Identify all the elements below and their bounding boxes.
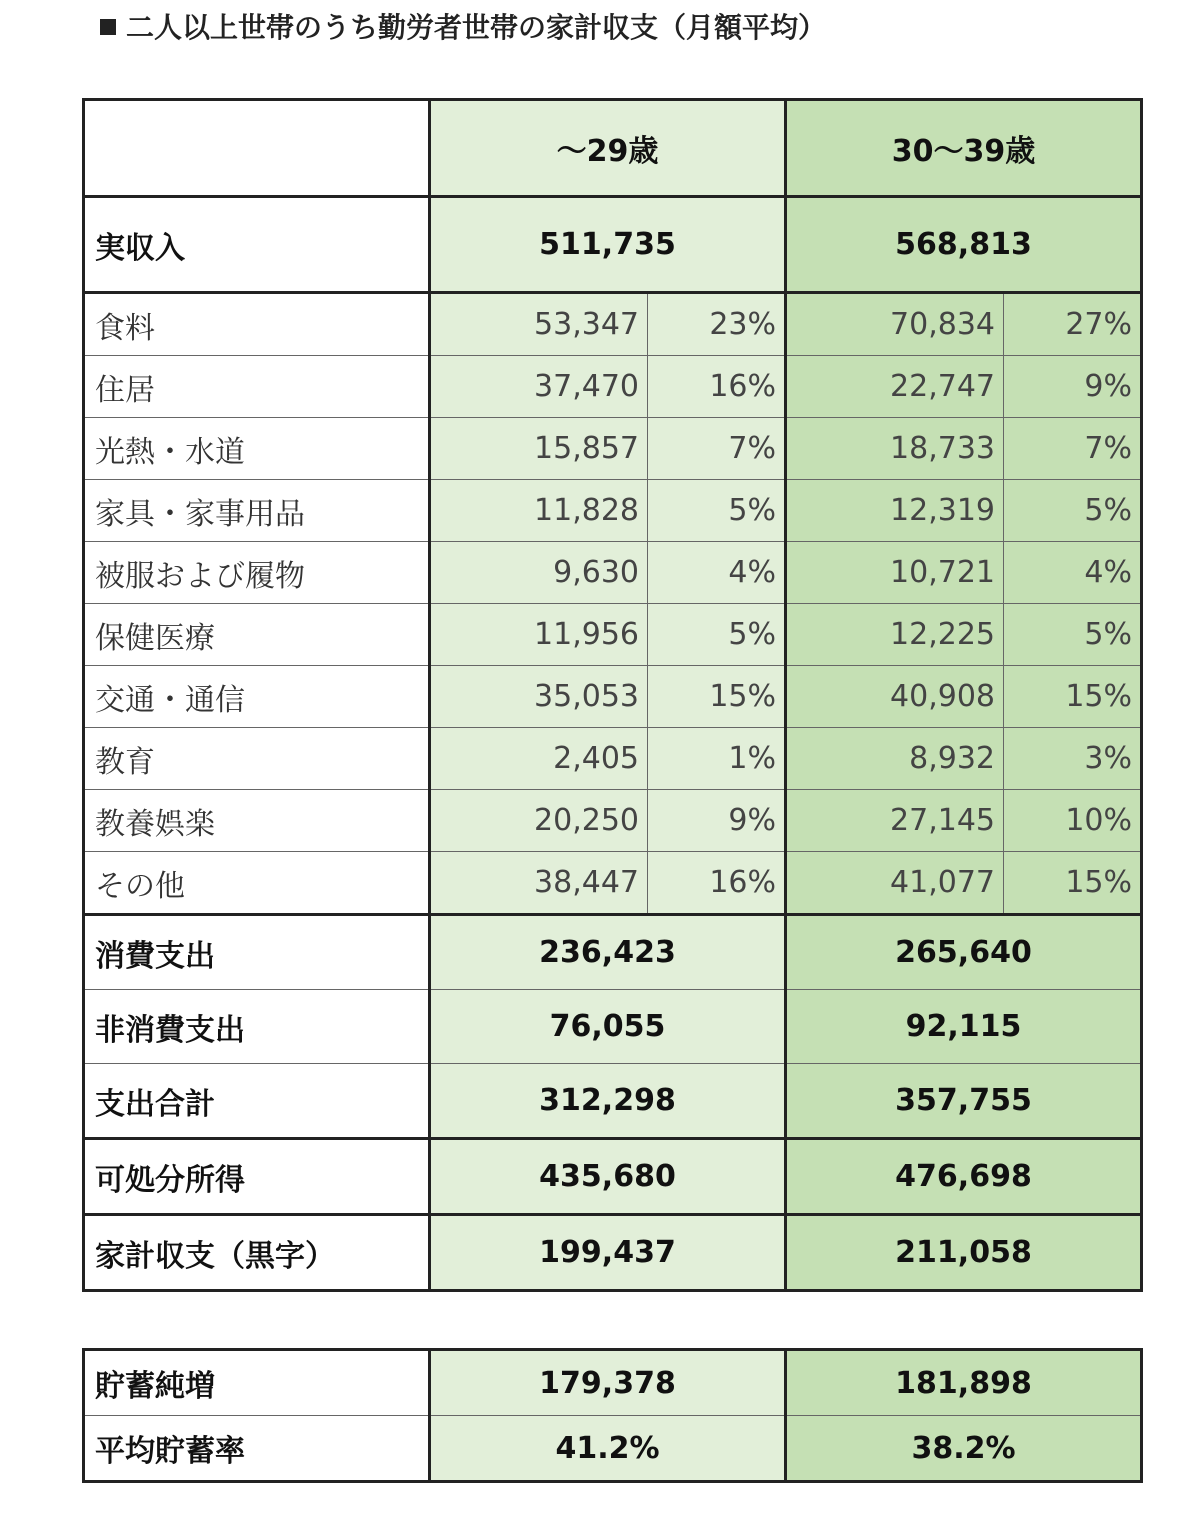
item-value-b: 41,077: [786, 852, 1004, 915]
item-pct-a: 15%: [648, 666, 786, 728]
item-value-a: 37,470: [430, 356, 648, 418]
item-value-a: 2,405: [430, 728, 648, 790]
table-row: [84, 480, 1142, 542]
total-value-a: 76,055: [430, 990, 786, 1064]
item-value-b: 27,145: [786, 790, 1004, 852]
item-value-a: 53,347: [430, 293, 648, 356]
total-value-a: 312,298: [430, 1064, 786, 1139]
item-pct-a: 1%: [648, 728, 786, 790]
item-label: 被服および履物: [84, 542, 430, 604]
item-label: 食料: [84, 293, 430, 356]
item-pct-b: 10%: [1004, 790, 1142, 852]
item-pct-a: 23%: [648, 293, 786, 356]
savings-row: [84, 1350, 1142, 1416]
table-row: [84, 604, 1142, 666]
household-budget-table: [82, 98, 1143, 1292]
item-pct-b: 15%: [1004, 852, 1142, 915]
item-value-b: 70,834: [786, 293, 1004, 356]
item-pct-b: 5%: [1004, 480, 1142, 542]
table-row: [84, 356, 1142, 418]
income-value-a: 511,735: [430, 197, 786, 293]
square-bullet-icon: [100, 19, 116, 35]
income-value-b: 568,813: [786, 197, 1142, 293]
savings-label: 貯蓄純増: [84, 1350, 430, 1416]
item-pct-a: 4%: [648, 542, 786, 604]
item-label: 保健医療: [84, 604, 430, 666]
total-value-b: 211,058: [786, 1215, 1142, 1291]
item-value-a: 35,053: [430, 666, 648, 728]
column-header-under-29: ～29歳: [430, 100, 786, 197]
item-value-b: 8,932: [786, 728, 1004, 790]
item-pct-b: 15%: [1004, 666, 1142, 728]
item-value-a: 9,630: [430, 542, 648, 604]
table-row: [84, 852, 1142, 915]
table-row: [84, 293, 1142, 356]
item-pct-b: 5%: [1004, 604, 1142, 666]
table-row: [84, 542, 1142, 604]
item-pct-a: 16%: [648, 356, 786, 418]
header-row: [84, 100, 1142, 197]
item-pct-b: 3%: [1004, 728, 1142, 790]
item-value-a: 11,828: [430, 480, 648, 542]
income-row: [84, 197, 1142, 293]
item-label: 教養娯楽: [84, 790, 430, 852]
total-row: [84, 1139, 1142, 1215]
item-label: その他: [84, 852, 430, 915]
savings-value-b: 181,898: [786, 1350, 1142, 1416]
item-value-b: 18,733: [786, 418, 1004, 480]
item-pct-b: 4%: [1004, 542, 1142, 604]
total-value-b: 476,698: [786, 1139, 1142, 1215]
item-value-a: 38,447: [430, 852, 648, 915]
savings-row: [84, 1416, 1142, 1482]
total-value-a: 435,680: [430, 1139, 786, 1215]
savings-value-b: 38.2%: [786, 1416, 1142, 1482]
total-row: [84, 1215, 1142, 1291]
item-value-a: 20,250: [430, 790, 648, 852]
savings-table: [82, 1348, 1143, 1483]
total-row: [84, 915, 1142, 990]
item-value-b: 10,721: [786, 542, 1004, 604]
item-label: 光熱・水道: [84, 418, 430, 480]
table-row: [84, 728, 1142, 790]
total-label: 家計収支（黒字）: [84, 1215, 430, 1291]
item-value-a: 15,857: [430, 418, 648, 480]
item-value-b: 40,908: [786, 666, 1004, 728]
item-label: 住居: [84, 356, 430, 418]
total-label: 消費支出: [84, 915, 430, 990]
item-value-b: 22,747: [786, 356, 1004, 418]
item-value-b: 12,319: [786, 480, 1004, 542]
savings-value-a: 41.2%: [430, 1416, 786, 1482]
total-value-b: 92,115: [786, 990, 1142, 1064]
table-row: [84, 666, 1142, 728]
item-pct-b: 7%: [1004, 418, 1142, 480]
title-text: 二人以上世帯のうち勤労者世帯の家計収支（月額平均）: [126, 11, 827, 44]
item-pct-a: 5%: [648, 604, 786, 666]
item-pct-a: 5%: [648, 480, 786, 542]
savings-label: 平均貯蓄率: [84, 1416, 430, 1482]
total-value-b: 357,755: [786, 1064, 1142, 1139]
item-pct-b: 9%: [1004, 356, 1142, 418]
item-pct-a: 7%: [648, 418, 786, 480]
total-value-a: 199,437: [430, 1215, 786, 1291]
item-value-a: 11,956: [430, 604, 648, 666]
total-value-a: 236,423: [430, 915, 786, 990]
item-label: 教育: [84, 728, 430, 790]
item-pct-b: 27%: [1004, 293, 1142, 356]
total-value-b: 265,640: [786, 915, 1142, 990]
item-value-b: 12,225: [786, 604, 1004, 666]
savings-value-a: 179,378: [430, 1350, 786, 1416]
total-label: 非消費支出: [84, 990, 430, 1064]
income-label: 実収入: [84, 197, 430, 293]
header-corner-cell: [84, 100, 430, 197]
item-label: 家具・家事用品: [84, 480, 430, 542]
table-row: [84, 418, 1142, 480]
table-row: [84, 790, 1142, 852]
total-row: [84, 990, 1142, 1064]
column-header-30-39: 30～39歳: [786, 100, 1142, 197]
page-title: [100, 6, 826, 46]
item-pct-a: 9%: [648, 790, 786, 852]
total-label: 可処分所得: [84, 1139, 430, 1215]
item-label: 交通・通信: [84, 666, 430, 728]
total-row: [84, 1064, 1142, 1139]
item-pct-a: 16%: [648, 852, 786, 915]
total-label: 支出合計: [84, 1064, 430, 1139]
